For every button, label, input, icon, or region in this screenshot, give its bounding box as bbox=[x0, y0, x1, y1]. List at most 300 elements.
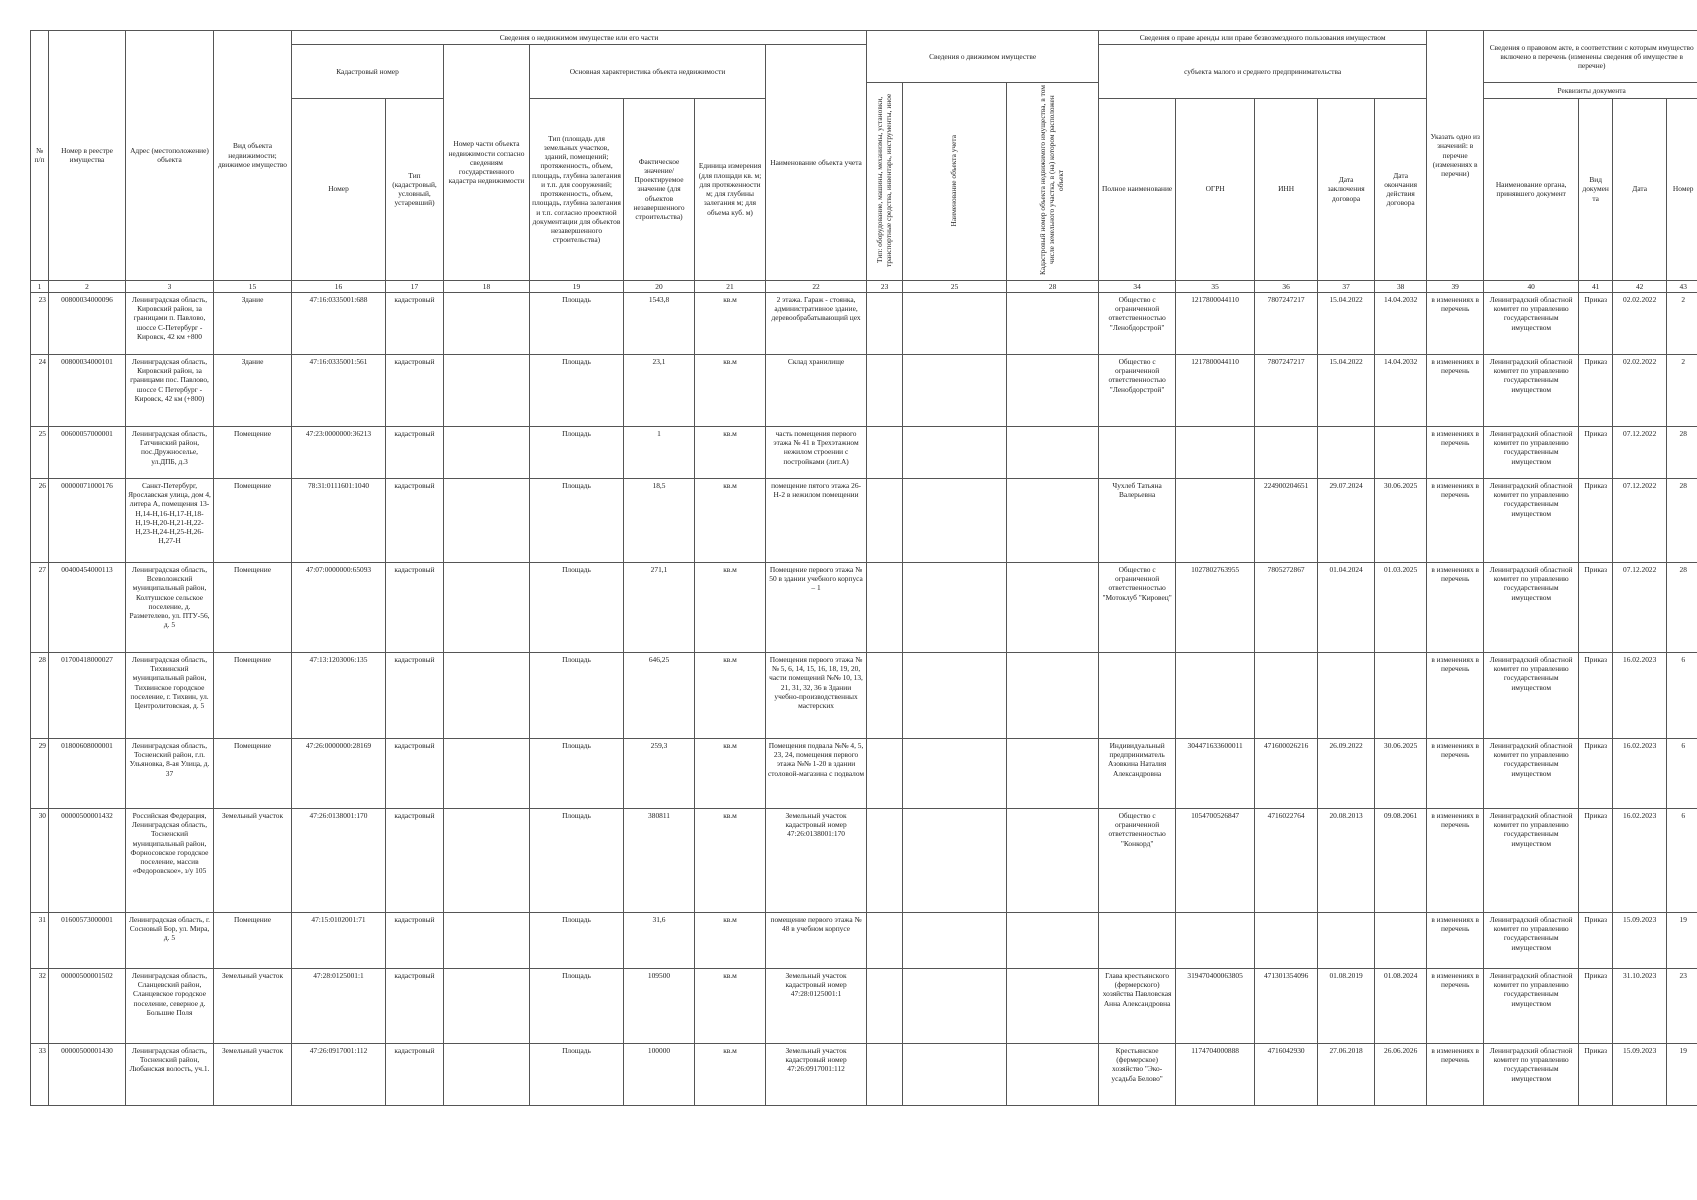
cell-act-kind: Приказ bbox=[1579, 1043, 1613, 1105]
header-object-kind: Вид объекта недвижимости; движимое имущество bbox=[214, 31, 292, 281]
header-address: Адрес (местоположение) объекта bbox=[126, 31, 214, 281]
cell-characteristic-unit: кв.м bbox=[695, 426, 766, 478]
header-act-date: Дата bbox=[1613, 98, 1667, 280]
cell-cadastral-type: кадастровый bbox=[386, 738, 444, 808]
cell-movable-cadastral bbox=[1007, 1043, 1099, 1105]
cell-address: Ленинградская область, г. Сосновый Бор, ул. Мира, д. 5 bbox=[126, 912, 214, 968]
cell-object-kind: Помещение bbox=[214, 738, 292, 808]
cell-ogrn: 1027802763955 bbox=[1176, 562, 1255, 652]
cell-object-name: Помещения первого этажа №№ 5, 6, 14, 15, 16, 18, 19, 20, части помещений №№ 10, 13, 21, 31, 32, 36 в Здании учебно-производственных мастерских bbox=[766, 652, 867, 738]
cell-act-kind: Приказ bbox=[1579, 478, 1613, 562]
register-body bbox=[31, 280, 1697, 1105]
cell-holder-name bbox=[1099, 652, 1176, 738]
cell-movable-name bbox=[903, 562, 1007, 652]
cell-list-status: в изменениях в перечень bbox=[1427, 1043, 1484, 1105]
cell-cadastral-number: 47:16:0335001:688 bbox=[292, 292, 386, 354]
cell-object-kind: Здание bbox=[214, 354, 292, 426]
cell-address: Ленинградская область, Кировский район, за границами п. Павлово, шоссе С-Петербург - Кировск, 42 км +800 bbox=[126, 292, 214, 354]
cell-object-kind: Помещение bbox=[214, 478, 292, 562]
cell-characteristic-type: Площадь bbox=[530, 292, 624, 354]
cell-characteristic-value: 109500 bbox=[624, 968, 695, 1043]
cell-movable-name bbox=[903, 426, 1007, 478]
column-number: 43 bbox=[1667, 280, 1697, 292]
cell-cadastral-number: 47:28:0125001:1 bbox=[292, 968, 386, 1043]
cell-part-number bbox=[444, 738, 530, 808]
cell-object-name: Земельный участок кадастровый номер 47:26:0917001:112 bbox=[766, 1043, 867, 1105]
column-number: 42 bbox=[1613, 280, 1667, 292]
table-row bbox=[31, 808, 1697, 912]
header-characteristic-value: Фактическое значение/ Проектируемое значение (для объектов незавершенного строительства) bbox=[624, 98, 695, 280]
cell-act-kind: Приказ bbox=[1579, 562, 1613, 652]
cell-act-organ: Ленинградский областной комитет по управлению государственным имуществом bbox=[1484, 808, 1579, 912]
cell-object-name: Земельный участок кадастровый номер 47:26:0138001:170 bbox=[766, 808, 867, 912]
cell-registry-number: 00000500001432 bbox=[49, 808, 126, 912]
cell-movable-name bbox=[903, 1043, 1007, 1105]
cell-ogrn: 1054700526847 bbox=[1176, 808, 1255, 912]
cell-act-kind: Приказ bbox=[1579, 292, 1613, 354]
cell-contract-start: 01.08.2019 bbox=[1318, 968, 1375, 1043]
cell-registry-number: 00800034000096 bbox=[49, 292, 126, 354]
cell-part-number bbox=[444, 426, 530, 478]
cell-act-date: 02.02.2022 bbox=[1613, 354, 1667, 426]
column-number: 16 bbox=[292, 280, 386, 292]
cell-holder-name: Индивидуальный предприниматель Азовкина Наталия Александровна bbox=[1099, 738, 1176, 808]
cell-act-date: 16.02.2023 bbox=[1613, 652, 1667, 738]
cell-act-date: 07.12.2022 bbox=[1613, 478, 1667, 562]
cell-cadastral-number: 47:23:0000000:36213 bbox=[292, 426, 386, 478]
cell-act-date: 02.02.2022 bbox=[1613, 292, 1667, 354]
table-row bbox=[31, 562, 1697, 652]
cell-part-number bbox=[444, 354, 530, 426]
column-number: 1 bbox=[31, 280, 49, 292]
column-number: 38 bbox=[1375, 280, 1427, 292]
cell-part-number bbox=[444, 652, 530, 738]
cell-movable-name bbox=[903, 354, 1007, 426]
cell-row-number: 33 bbox=[31, 1043, 49, 1105]
cell-movable-type bbox=[867, 354, 903, 426]
cell-act-kind: Приказ bbox=[1579, 738, 1613, 808]
cell-act-organ: Ленинградский областной комитет по управлению государственным имуществом bbox=[1484, 1043, 1579, 1105]
header-registry-number: Номер в реестре имущества bbox=[49, 31, 126, 281]
cell-movable-type bbox=[867, 808, 903, 912]
cell-act-number: 6 bbox=[1667, 738, 1697, 808]
cell-characteristic-unit: кв.м bbox=[695, 912, 766, 968]
cell-registry-number: 01600573000001 bbox=[49, 912, 126, 968]
column-number: 36 bbox=[1255, 280, 1318, 292]
cell-cadastral-number: 47:16:0335001:561 bbox=[292, 354, 386, 426]
cell-movable-name bbox=[903, 808, 1007, 912]
cell-movable-type bbox=[867, 1043, 903, 1105]
cell-part-number bbox=[444, 968, 530, 1043]
cell-act-organ: Ленинградский областной комитет по управлению государственным имуществом bbox=[1484, 738, 1579, 808]
cell-list-status: в изменениях в перечень bbox=[1427, 912, 1484, 968]
cell-characteristic-type: Площадь bbox=[530, 968, 624, 1043]
header-movable-name: Наименование объекта учета bbox=[903, 83, 1007, 280]
cell-cadastral-number: 47:07:0000000:65093 bbox=[292, 562, 386, 652]
cell-object-name: Помещения подвала №№ 4, 5, 23, 24, помещения первого этажа №№ 1-20 в здании столовой-магазина с подвалом bbox=[766, 738, 867, 808]
cell-characteristic-unit: кв.м bbox=[695, 968, 766, 1043]
table-row bbox=[31, 354, 1697, 426]
cell-address: Санкт-Петербург, Ярославская улица, дом 4, литера А, помещения 13-Н,14-Н,16-Н,17-Н,18-Н,19-Н,20-Н,21-Н,22-Н,23-Н,24-Н,25-Н,26-Н,27-Н bbox=[126, 478, 214, 562]
cell-movable-type bbox=[867, 912, 903, 968]
cell-registry-number: 00800034000101 bbox=[49, 354, 126, 426]
cell-contract-start: 26.09.2022 bbox=[1318, 738, 1375, 808]
cell-act-kind: Приказ bbox=[1579, 968, 1613, 1043]
cell-part-number bbox=[444, 808, 530, 912]
cell-movable-cadastral bbox=[1007, 738, 1099, 808]
cell-ogrn bbox=[1176, 912, 1255, 968]
cell-holder-name: Чухлеб Татьяна Валерьевна bbox=[1099, 478, 1176, 562]
cell-characteristic-value: 271,1 bbox=[624, 562, 695, 652]
cell-characteristic-type: Площадь bbox=[530, 426, 624, 478]
cell-act-date: 07.12.2022 bbox=[1613, 426, 1667, 478]
cell-act-kind: Приказ bbox=[1579, 426, 1613, 478]
cell-contract-end bbox=[1375, 652, 1427, 738]
cell-act-number: 6 bbox=[1667, 808, 1697, 912]
table-row bbox=[31, 478, 1697, 562]
cell-act-number: 28 bbox=[1667, 562, 1697, 652]
cell-characteristic-unit: кв.м bbox=[695, 808, 766, 912]
cell-cadastral-type: кадастровый bbox=[386, 1043, 444, 1105]
cell-cadastral-number: 47:15:0102001:71 bbox=[292, 912, 386, 968]
cell-act-date: 07.12.2022 bbox=[1613, 562, 1667, 652]
cell-object-name: Склад хранилище bbox=[766, 354, 867, 426]
header-act-kind: Вид документа bbox=[1579, 98, 1613, 280]
cell-part-number bbox=[444, 912, 530, 968]
cell-row-number: 32 bbox=[31, 968, 49, 1043]
cell-address: Ленинградская область, Кировский район, за границами пос. Павлово, шоссе С Петербург - Кировск, 42 км (+800) bbox=[126, 354, 214, 426]
cell-cadastral-number: 47:26:0138001:170 bbox=[292, 808, 386, 912]
cell-contract-end: 01.08.2024 bbox=[1375, 968, 1427, 1043]
table-row bbox=[31, 912, 1697, 968]
cell-ogrn bbox=[1176, 478, 1255, 562]
cell-holder-name: Общество с ограниченной ответственностью "Ленобдорстрой" bbox=[1099, 354, 1176, 426]
cell-act-number: 2 bbox=[1667, 292, 1697, 354]
cell-ogrn: 319470400063805 bbox=[1176, 968, 1255, 1043]
cell-contract-start: 29.07.2024 bbox=[1318, 478, 1375, 562]
cell-object-kind: Помещение bbox=[214, 912, 292, 968]
cell-act-number: 19 bbox=[1667, 1043, 1697, 1105]
cell-contract-start: 15.04.2022 bbox=[1318, 354, 1375, 426]
cell-movable-name bbox=[903, 738, 1007, 808]
header-movable-cadastral: Кадастровый номер объекта недвижимого имущества, в том числе земельного участка, в (на) котором расположен объект bbox=[1007, 83, 1099, 280]
cell-act-number: 23 bbox=[1667, 968, 1697, 1043]
cell-act-organ: Ленинградский областной комитет по управлению государственным имуществом bbox=[1484, 652, 1579, 738]
cell-characteristic-unit: кв.м bbox=[695, 1043, 766, 1105]
cell-cadastral-number: 78:31:0111601:1040 bbox=[292, 478, 386, 562]
cell-row-number: 27 bbox=[31, 562, 49, 652]
header-ogrn: ОГРН bbox=[1176, 98, 1255, 280]
cell-registry-number: 01800608000001 bbox=[49, 738, 126, 808]
cell-contract-start bbox=[1318, 652, 1375, 738]
cell-movable-name bbox=[903, 292, 1007, 354]
cell-characteristic-type: Площадь bbox=[530, 808, 624, 912]
cell-holder-name bbox=[1099, 426, 1176, 478]
cell-cadastral-number: 47:13:1203006:135 bbox=[292, 652, 386, 738]
cell-act-date: 15.09.2023 bbox=[1613, 912, 1667, 968]
column-number: 25 bbox=[903, 280, 1007, 292]
cell-characteristic-type: Площадь bbox=[530, 1043, 624, 1105]
cell-object-name: часть помещения первого этажа № 41 в Трехэтажном нежилом строении с постройками (лит.А) bbox=[766, 426, 867, 478]
cell-cadastral-type: кадастровый bbox=[386, 652, 444, 738]
header-characteristic-type: Тип (площадь для земельных участков, зданий, помещений; протяженность, объем, площадь, глубина залегания и т.п. для сооружений; протяженность, объем, площадь, глубина залегания и т.п. согласно проектной документации для объектов незавершенного строительства) bbox=[530, 98, 624, 280]
cell-row-number: 30 bbox=[31, 808, 49, 912]
header-act-organ: Наименование органа, принявшего документ bbox=[1484, 98, 1579, 280]
cell-characteristic-value: 18,5 bbox=[624, 478, 695, 562]
cell-inn: 4716022764 bbox=[1255, 808, 1318, 912]
cell-inn: 7807247217 bbox=[1255, 354, 1318, 426]
header-cadastral-group: Кадастровый номер bbox=[292, 45, 444, 98]
cell-contract-end: 30.06.2025 bbox=[1375, 738, 1427, 808]
cell-registry-number: 00000500001502 bbox=[49, 968, 126, 1043]
cell-act-organ: Ленинградский областной комитет по управлению государственным имуществом bbox=[1484, 562, 1579, 652]
cell-list-status: в изменениях в перечень bbox=[1427, 478, 1484, 562]
table-row bbox=[31, 968, 1697, 1043]
cell-part-number bbox=[444, 562, 530, 652]
cell-act-organ: Ленинградский областной комитет по управлению государственным имуществом bbox=[1484, 912, 1579, 968]
cell-movable-type bbox=[867, 968, 903, 1043]
cell-act-date: 15.09.2023 bbox=[1613, 1043, 1667, 1105]
cell-ogrn bbox=[1176, 426, 1255, 478]
column-number: 17 bbox=[386, 280, 444, 292]
cell-holder-name: Общество с ограниченной ответственностью "Ленобдорстрой" bbox=[1099, 292, 1176, 354]
cell-act-date: 16.02.2023 bbox=[1613, 738, 1667, 808]
cell-object-name: 2 этажа. Гараж - стоянка, административное здание, деревообрабатывающий цех bbox=[766, 292, 867, 354]
cell-characteristic-unit: кв.м bbox=[695, 562, 766, 652]
cell-contract-start: 15.04.2022 bbox=[1318, 292, 1375, 354]
cell-act-kind: Приказ bbox=[1579, 354, 1613, 426]
cell-address: Ленинградская область, Тосненский район, Любанская волость, уч.1. bbox=[126, 1043, 214, 1105]
cell-address: Российская Федерация, Ленинградская область, Тосненский муниципальный район, Форносовское городское поселение, массив «Федоровское», з/у 105 bbox=[126, 808, 214, 912]
cell-address: Ленинградская область, Тихвинский муниципальный район, Тихвинское городское поселение, г. Тихвин, ул. Центролитовская, д. 5 bbox=[126, 652, 214, 738]
cell-cadastral-type: кадастровый bbox=[386, 562, 444, 652]
cell-part-number bbox=[444, 478, 530, 562]
cell-cadastral-type: кадастровый bbox=[386, 292, 444, 354]
cell-inn: 7805272867 bbox=[1255, 562, 1318, 652]
table-row bbox=[31, 292, 1697, 354]
column-number: 22 bbox=[766, 280, 867, 292]
cell-contract-end: 09.08.2061 bbox=[1375, 808, 1427, 912]
header-smb-subject: субъекта малого и среднего предпринимательства bbox=[1099, 45, 1427, 98]
cell-inn: 471600026216 bbox=[1255, 738, 1318, 808]
cell-characteristic-unit: кв.м bbox=[695, 478, 766, 562]
cell-characteristic-value: 100000 bbox=[624, 1043, 695, 1105]
cell-contract-end bbox=[1375, 426, 1427, 478]
header-act-number: Номер bbox=[1667, 98, 1697, 280]
cell-characteristic-value: 31,6 bbox=[624, 912, 695, 968]
cell-holder-name: Общество с ограниченной ответственностью "Мотоклуб "Кировец" bbox=[1099, 562, 1176, 652]
table-row bbox=[31, 738, 1697, 808]
cell-object-kind: Земельный участок bbox=[214, 968, 292, 1043]
header-main-characteristic: Основная характеристика объекта недвижимости bbox=[530, 45, 766, 98]
cell-holder-name bbox=[1099, 912, 1176, 968]
cell-act-kind: Приказ bbox=[1579, 652, 1613, 738]
column-number: 34 bbox=[1099, 280, 1176, 292]
cell-characteristic-type: Площадь bbox=[530, 738, 624, 808]
cell-address: Ленинградская область, Сланцевский район, Сланцевское городское поселение, северное д. Большие Поля bbox=[126, 968, 214, 1043]
cell-movable-name bbox=[903, 478, 1007, 562]
cell-movable-cadastral bbox=[1007, 968, 1099, 1043]
cell-list-status: в изменениях в перечень bbox=[1427, 738, 1484, 808]
cell-characteristic-unit: кв.м bbox=[695, 292, 766, 354]
cell-act-number: 2 bbox=[1667, 354, 1697, 426]
cell-row-number: 23 bbox=[31, 292, 49, 354]
cell-movable-cadastral bbox=[1007, 478, 1099, 562]
cell-characteristic-value: 380811 bbox=[624, 808, 695, 912]
column-number-row bbox=[31, 280, 1697, 292]
cell-movable-type bbox=[867, 478, 903, 562]
cell-act-number: 28 bbox=[1667, 478, 1697, 562]
cell-ogrn: 1174704000888 bbox=[1176, 1043, 1255, 1105]
header-movable-type: Тип: оборудование, машины, механизмы, установки, транспортные средства, инвентарь, инструменты, иное bbox=[867, 83, 903, 280]
header-contract-start: Дата заключения договора bbox=[1318, 98, 1375, 280]
cell-list-status: в изменениях в перечень bbox=[1427, 968, 1484, 1043]
cell-contract-start bbox=[1318, 912, 1375, 968]
cell-movable-cadastral bbox=[1007, 292, 1099, 354]
cell-cadastral-type: кадастровый bbox=[386, 426, 444, 478]
cell-row-number: 31 bbox=[31, 912, 49, 968]
cell-act-kind: Приказ bbox=[1579, 808, 1613, 912]
header-realty-group: Сведения о недвижимом имуществе или его части bbox=[292, 31, 867, 45]
column-number: 40 bbox=[1484, 280, 1579, 292]
cell-movable-cadastral bbox=[1007, 562, 1099, 652]
header-contract-end: Дата окончания действия договора bbox=[1375, 98, 1427, 280]
cell-row-number: 25 bbox=[31, 426, 49, 478]
cell-registry-number: 01700418000027 bbox=[49, 652, 126, 738]
cell-address: Ленинградская область, Всеволожский муниципальный район, Колтушское сельское поселение, д. Разметелево, ул. ПТУ-56, д. 5 bbox=[126, 562, 214, 652]
cell-inn: 224900204651 bbox=[1255, 478, 1318, 562]
cell-address: Ленинградская область, Гатчинский район, пос.Дружноселье, ул.ДПБ, д.3 bbox=[126, 426, 214, 478]
cell-act-organ: Ленинградский областной комитет по управлению государственным имуществом bbox=[1484, 478, 1579, 562]
cell-characteristic-type: Площадь bbox=[530, 478, 624, 562]
cell-act-date: 31.10.2023 bbox=[1613, 968, 1667, 1043]
column-number: 35 bbox=[1176, 280, 1255, 292]
cell-object-kind: Помещение bbox=[214, 426, 292, 478]
header-act-requisites: Реквизиты документа bbox=[1484, 83, 1697, 98]
cell-characteristic-value: 259,3 bbox=[624, 738, 695, 808]
column-number: 39 bbox=[1427, 280, 1484, 292]
cell-act-number: 28 bbox=[1667, 426, 1697, 478]
cell-contract-end: 30.06.2025 bbox=[1375, 478, 1427, 562]
cell-ogrn bbox=[1176, 652, 1255, 738]
cell-holder-name: Общество с ограниченной ответственностью "Конкорд" bbox=[1099, 808, 1176, 912]
cell-list-status: в изменениях в перечень bbox=[1427, 354, 1484, 426]
cell-list-status: в изменениях в перечень bbox=[1427, 426, 1484, 478]
cell-object-kind: Здание bbox=[214, 292, 292, 354]
cell-cadastral-type: кадастровый bbox=[386, 808, 444, 912]
cell-characteristic-value: 1 bbox=[624, 426, 695, 478]
cell-act-organ: Ленинградский областной комитет по управлению государственным имуществом bbox=[1484, 292, 1579, 354]
cell-registry-number: 00600057000001 bbox=[49, 426, 126, 478]
cell-inn bbox=[1255, 912, 1318, 968]
cell-inn: 7807247217 bbox=[1255, 292, 1318, 354]
cell-holder-name: Глава крестьянского (фермерского) хозяйства Павловская Анна Александровна bbox=[1099, 968, 1176, 1043]
cell-movable-type bbox=[867, 652, 903, 738]
cell-list-status: в изменениях в перечень bbox=[1427, 562, 1484, 652]
cell-list-status: в изменениях в перечень bbox=[1427, 808, 1484, 912]
header-characteristic-unit: Единица измерения (для площади кв. м; для протяженности м; для глубины залегания м; для объема куб. м) bbox=[695, 98, 766, 280]
cell-contract-start: 27.06.2018 bbox=[1318, 1043, 1375, 1105]
column-number: 3 bbox=[126, 280, 214, 292]
cell-row-number: 24 bbox=[31, 354, 49, 426]
cell-object-kind: Земельный участок bbox=[214, 808, 292, 912]
cell-movable-cadastral bbox=[1007, 426, 1099, 478]
cell-characteristic-type: Площадь bbox=[530, 354, 624, 426]
cell-ogrn: 1217800044110 bbox=[1176, 354, 1255, 426]
cell-registry-number: 00000500001430 bbox=[49, 1043, 126, 1105]
cell-contract-end: 14.04.2032 bbox=[1375, 292, 1427, 354]
cell-movable-name bbox=[903, 652, 1007, 738]
column-number: 20 bbox=[624, 280, 695, 292]
cell-cadastral-type: кадастровый bbox=[386, 478, 444, 562]
cell-inn: 4716042930 bbox=[1255, 1043, 1318, 1105]
column-number: 41 bbox=[1579, 280, 1613, 292]
cell-cadastral-number: 47:26:0917001:112 bbox=[292, 1043, 386, 1105]
header-cadastral-type: Тип (кадастровый, условный, устаревший) bbox=[386, 98, 444, 280]
cell-movable-name bbox=[903, 912, 1007, 968]
cell-registry-number: 00000071000176 bbox=[49, 478, 126, 562]
cell-object-kind: Помещение bbox=[214, 562, 292, 652]
column-number: 18 bbox=[444, 280, 530, 292]
table-row bbox=[31, 1043, 1697, 1105]
cell-characteristic-unit: кв.м bbox=[695, 738, 766, 808]
cell-characteristic-type: Площадь bbox=[530, 912, 624, 968]
header-object-name: Наименование объекта учета bbox=[766, 45, 867, 280]
cell-characteristic-value: 646,25 bbox=[624, 652, 695, 738]
property-register-table bbox=[30, 30, 1697, 1106]
cell-cadastral-number: 47:26:0000000:28169 bbox=[292, 738, 386, 808]
cell-movable-cadastral bbox=[1007, 912, 1099, 968]
header-inn: ИНН bbox=[1255, 98, 1318, 280]
cell-address: Ленинградская область, Тосненский район, г.п. Ульяновка, 8-ая Улица, д. 37 bbox=[126, 738, 214, 808]
cell-characteristic-value: 23,1 bbox=[624, 354, 695, 426]
cell-inn bbox=[1255, 652, 1318, 738]
cell-characteristic-unit: кв.м bbox=[695, 354, 766, 426]
cell-holder-name: Крестьянское (фермерское) хозяйство "Эко-усадьба Белово" bbox=[1099, 1043, 1176, 1105]
column-number: 28 bbox=[1007, 280, 1099, 292]
cell-inn bbox=[1255, 426, 1318, 478]
cell-act-organ: Ленинградский областной комитет по управлению государственным имуществом bbox=[1484, 968, 1579, 1043]
cell-movable-type bbox=[867, 562, 903, 652]
header-holder-full-name: Полное наименование bbox=[1099, 98, 1176, 280]
cell-list-status: в изменениях в перечень bbox=[1427, 292, 1484, 354]
cell-registry-number: 00400454000113 bbox=[49, 562, 126, 652]
cell-part-number bbox=[444, 1043, 530, 1105]
header-rights-group: Сведения о праве аренды или праве безвозмездного пользования имуществом bbox=[1099, 31, 1427, 45]
table-row bbox=[31, 652, 1697, 738]
table-row bbox=[31, 426, 1697, 478]
cell-characteristic-value: 1543,8 bbox=[624, 292, 695, 354]
cell-movable-type bbox=[867, 426, 903, 478]
cell-act-organ: Ленинградский областной комитет по управлению государственным имуществом bbox=[1484, 354, 1579, 426]
cell-characteristic-unit: кв.м bbox=[695, 652, 766, 738]
cell-object-name: помещение первого этажа № 48 в учебном корпусе bbox=[766, 912, 867, 968]
cell-act-organ: Ленинградский областной комитет по управлению государственным имуществом bbox=[1484, 426, 1579, 478]
column-number: 15 bbox=[214, 280, 292, 292]
cell-movable-cadastral bbox=[1007, 808, 1099, 912]
column-number: 23 bbox=[867, 280, 903, 292]
cell-cadastral-type: кадастровый bbox=[386, 354, 444, 426]
cell-act-kind: Приказ bbox=[1579, 912, 1613, 968]
cell-act-date: 16.02.2023 bbox=[1613, 808, 1667, 912]
cell-object-kind: Помещение bbox=[214, 652, 292, 738]
cell-cadastral-type: кадастровый bbox=[386, 968, 444, 1043]
header-cadastral-number: Номер bbox=[292, 98, 386, 280]
cell-contract-start bbox=[1318, 426, 1375, 478]
cell-movable-name bbox=[903, 968, 1007, 1043]
cell-row-number: 29 bbox=[31, 738, 49, 808]
cell-act-number: 6 bbox=[1667, 652, 1697, 738]
